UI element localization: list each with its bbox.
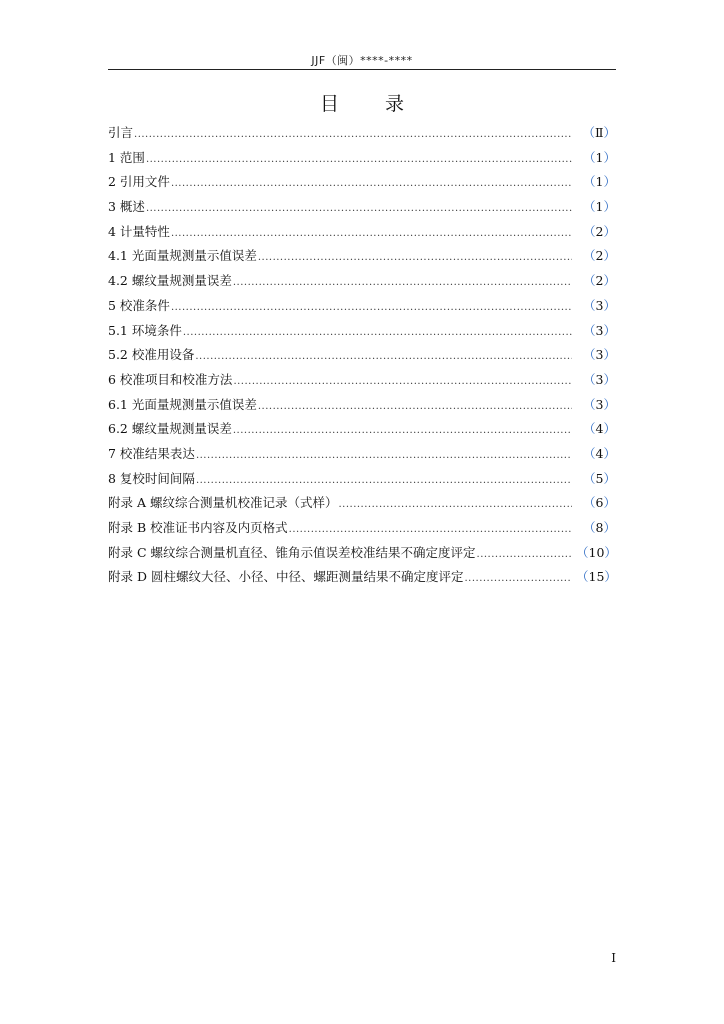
header-rule <box>108 69 616 70</box>
toc-entry[interactable] <box>108 244 616 269</box>
open-paren: （ <box>576 544 589 560</box>
close-paren: ） <box>603 297 616 313</box>
toc-entry-page <box>576 393 616 418</box>
toc-dot-leader <box>338 491 572 518</box>
toc-entry-page <box>576 294 616 319</box>
toc-entry[interactable] <box>108 368 616 393</box>
toc-entry[interactable] <box>108 319 616 344</box>
open-paren: （ <box>583 421 596 437</box>
open-paren: （ <box>583 445 596 461</box>
toc-entry-page <box>576 467 616 492</box>
toc-entry-page <box>576 244 616 269</box>
toc-page-number: 1 <box>595 149 604 165</box>
toc-page-number: 1 <box>595 174 604 190</box>
toc-entry[interactable] <box>108 541 616 566</box>
toc-entry[interactable] <box>108 516 616 541</box>
toc-dot-leader <box>134 121 572 148</box>
toc-entry-label: 5.1 环境条件 <box>108 322 182 338</box>
toc-entry-label: 4.1 光面量规测量示值误差 <box>108 248 257 264</box>
toc-dot-leader <box>258 393 572 420</box>
close-paren: ） <box>603 495 616 511</box>
toc-page-number: 2 <box>595 223 604 239</box>
toc-entry[interactable] <box>108 269 616 294</box>
toc-dot-leader <box>146 195 572 222</box>
toc-entry[interactable] <box>108 220 616 245</box>
toc-entry-label: 5.2 校准用设备 <box>108 347 195 363</box>
close-paren: ） <box>604 544 617 560</box>
toc-entry-label: 8 复校时间间隔 <box>108 470 195 486</box>
toc-entry-label: 附录 B 校准证书内容及内页格式 <box>108 520 288 535</box>
toc-entry-page <box>576 343 616 368</box>
open-paren: （ <box>583 322 596 338</box>
toc-entry[interactable] <box>108 491 616 516</box>
toc-entry[interactable] <box>108 393 616 418</box>
open-paren: （ <box>583 297 596 313</box>
close-paren: ） <box>603 470 616 486</box>
table-of-contents <box>108 121 616 590</box>
page-title: 目 录 <box>319 93 425 115</box>
toc-dot-leader <box>183 319 572 346</box>
toc-entry-page <box>576 417 616 442</box>
toc-entry-label: 附录 C 螺纹综合测量机直径、锥角示值误差校准结果不确定度评定 <box>108 544 476 560</box>
open-paren: （ <box>583 174 596 190</box>
running-header: JJF（闽）****-**** <box>311 54 413 67</box>
toc-entry-page <box>576 565 616 590</box>
toc-page-number: Ⅱ <box>594 125 604 140</box>
toc-entry[interactable] <box>108 343 616 368</box>
toc-page-number: 1 <box>595 199 604 215</box>
toc-dot-leader <box>171 220 572 247</box>
toc-page-number: 4 <box>595 421 604 437</box>
toc-entry-label: 5 校准条件 <box>108 297 170 313</box>
toc-dot-leader <box>196 467 572 494</box>
page-number: I <box>611 951 616 965</box>
toc-entry-page <box>576 146 616 171</box>
toc-page-number: 4 <box>595 445 604 461</box>
toc-page-number: 15 <box>588 569 605 585</box>
toc-dot-leader <box>289 516 572 543</box>
close-paren: ） <box>603 273 616 289</box>
toc-entry-page <box>576 442 616 467</box>
toc-dot-leader <box>464 565 572 592</box>
toc-entry-label: 6.2 螺纹量规测量误差 <box>108 421 232 437</box>
close-paren: ） <box>603 174 616 190</box>
toc-entry-label: 3 概述 <box>108 199 145 215</box>
close-paren: ） <box>603 199 616 215</box>
toc-entry[interactable] <box>108 442 616 467</box>
toc-entry-label: 4.2 螺纹量规测量误差 <box>108 273 232 289</box>
toc-entry[interactable] <box>108 467 616 492</box>
toc-page-number: 3 <box>595 297 604 313</box>
close-paren: ） <box>603 445 616 461</box>
toc-entry-page <box>576 491 616 516</box>
toc-entry-page <box>576 220 616 245</box>
open-paren: （ <box>583 495 596 511</box>
toc-entry[interactable] <box>108 294 616 319</box>
toc-entry[interactable] <box>108 417 616 442</box>
toc-page-number: 2 <box>595 248 604 264</box>
close-paren: ） <box>603 248 616 264</box>
close-paren: ） <box>603 223 616 239</box>
close-paren: ） <box>603 520 616 535</box>
toc-entry-page <box>576 516 616 541</box>
open-paren: （ <box>583 470 596 486</box>
close-paren: ） <box>603 371 616 387</box>
toc-page-number: 6 <box>595 495 604 511</box>
toc-dot-leader <box>195 343 572 370</box>
toc-page-number: 10 <box>588 544 605 560</box>
toc-entry-label: 引言 <box>108 125 134 140</box>
toc-page-number: 3 <box>595 322 604 338</box>
open-paren: （ <box>576 569 589 585</box>
toc-page-number: 3 <box>595 396 604 412</box>
toc-page-number: 8 <box>595 520 604 535</box>
close-paren: ） <box>603 322 616 338</box>
toc-entry-label: 7 校准结果表达 <box>108 445 195 461</box>
close-paren: ） <box>603 421 616 437</box>
toc-entry-label: 6 校准项目和校准方法 <box>108 371 233 387</box>
close-paren: ） <box>604 569 617 585</box>
toc-dot-leader <box>233 269 572 296</box>
toc-page-number: 2 <box>595 273 604 289</box>
open-paren: （ <box>583 371 596 387</box>
toc-entry-label: 附录 D 圆柱螺纹大径、小径、中径、螺距测量结果不确定度评定 <box>108 569 464 585</box>
open-paren: （ <box>583 149 596 165</box>
toc-entry[interactable] <box>108 565 616 590</box>
toc-dot-leader <box>258 244 572 271</box>
close-paren: ） <box>603 396 616 412</box>
open-paren: （ <box>583 347 596 363</box>
toc-entry-page <box>576 368 616 393</box>
toc-entry[interactable] <box>108 146 616 171</box>
toc-dot-leader <box>233 368 572 395</box>
toc-entry-page <box>576 269 616 294</box>
open-paren: （ <box>583 520 596 535</box>
toc-entry[interactable] <box>108 121 616 146</box>
toc-page-number: 3 <box>595 347 604 363</box>
close-paren: ） <box>603 347 616 363</box>
toc-dot-leader <box>233 417 572 444</box>
close-paren: ） <box>603 149 616 165</box>
toc-page-number: 5 <box>595 470 604 486</box>
toc-dot-leader <box>196 442 572 469</box>
open-paren: （ <box>583 273 596 289</box>
open-paren: （ <box>583 396 596 412</box>
open-paren: （ <box>583 199 596 215</box>
toc-entry-label: 1 范围 <box>108 149 145 165</box>
toc-entry-label: 2 引用文件 <box>108 174 170 190</box>
toc-entry-label: 6.1 光面量规测量示值误差 <box>108 396 257 412</box>
toc-dot-leader <box>146 146 572 173</box>
toc-entry-label: 附录 A 螺纹综合测量机校准记录（式样） <box>108 495 338 511</box>
toc-dot-leader <box>477 541 572 568</box>
toc-entry-page <box>576 319 616 344</box>
toc-entry[interactable] <box>108 170 616 195</box>
toc-dot-leader <box>171 170 572 197</box>
toc-dot-leader <box>171 294 572 321</box>
toc-entry-page <box>576 170 616 195</box>
open-paren: （ <box>583 248 596 264</box>
toc-entry-label: 4 计量特性 <box>108 223 170 239</box>
toc-page-number: 3 <box>595 371 604 387</box>
open-paren: （ <box>582 125 595 140</box>
close-paren: ） <box>603 125 616 140</box>
toc-entry-page <box>576 121 616 146</box>
open-paren: （ <box>583 223 596 239</box>
toc-entry-page <box>576 541 616 566</box>
toc-entry[interactable] <box>108 195 616 220</box>
toc-entry-page <box>576 195 616 220</box>
